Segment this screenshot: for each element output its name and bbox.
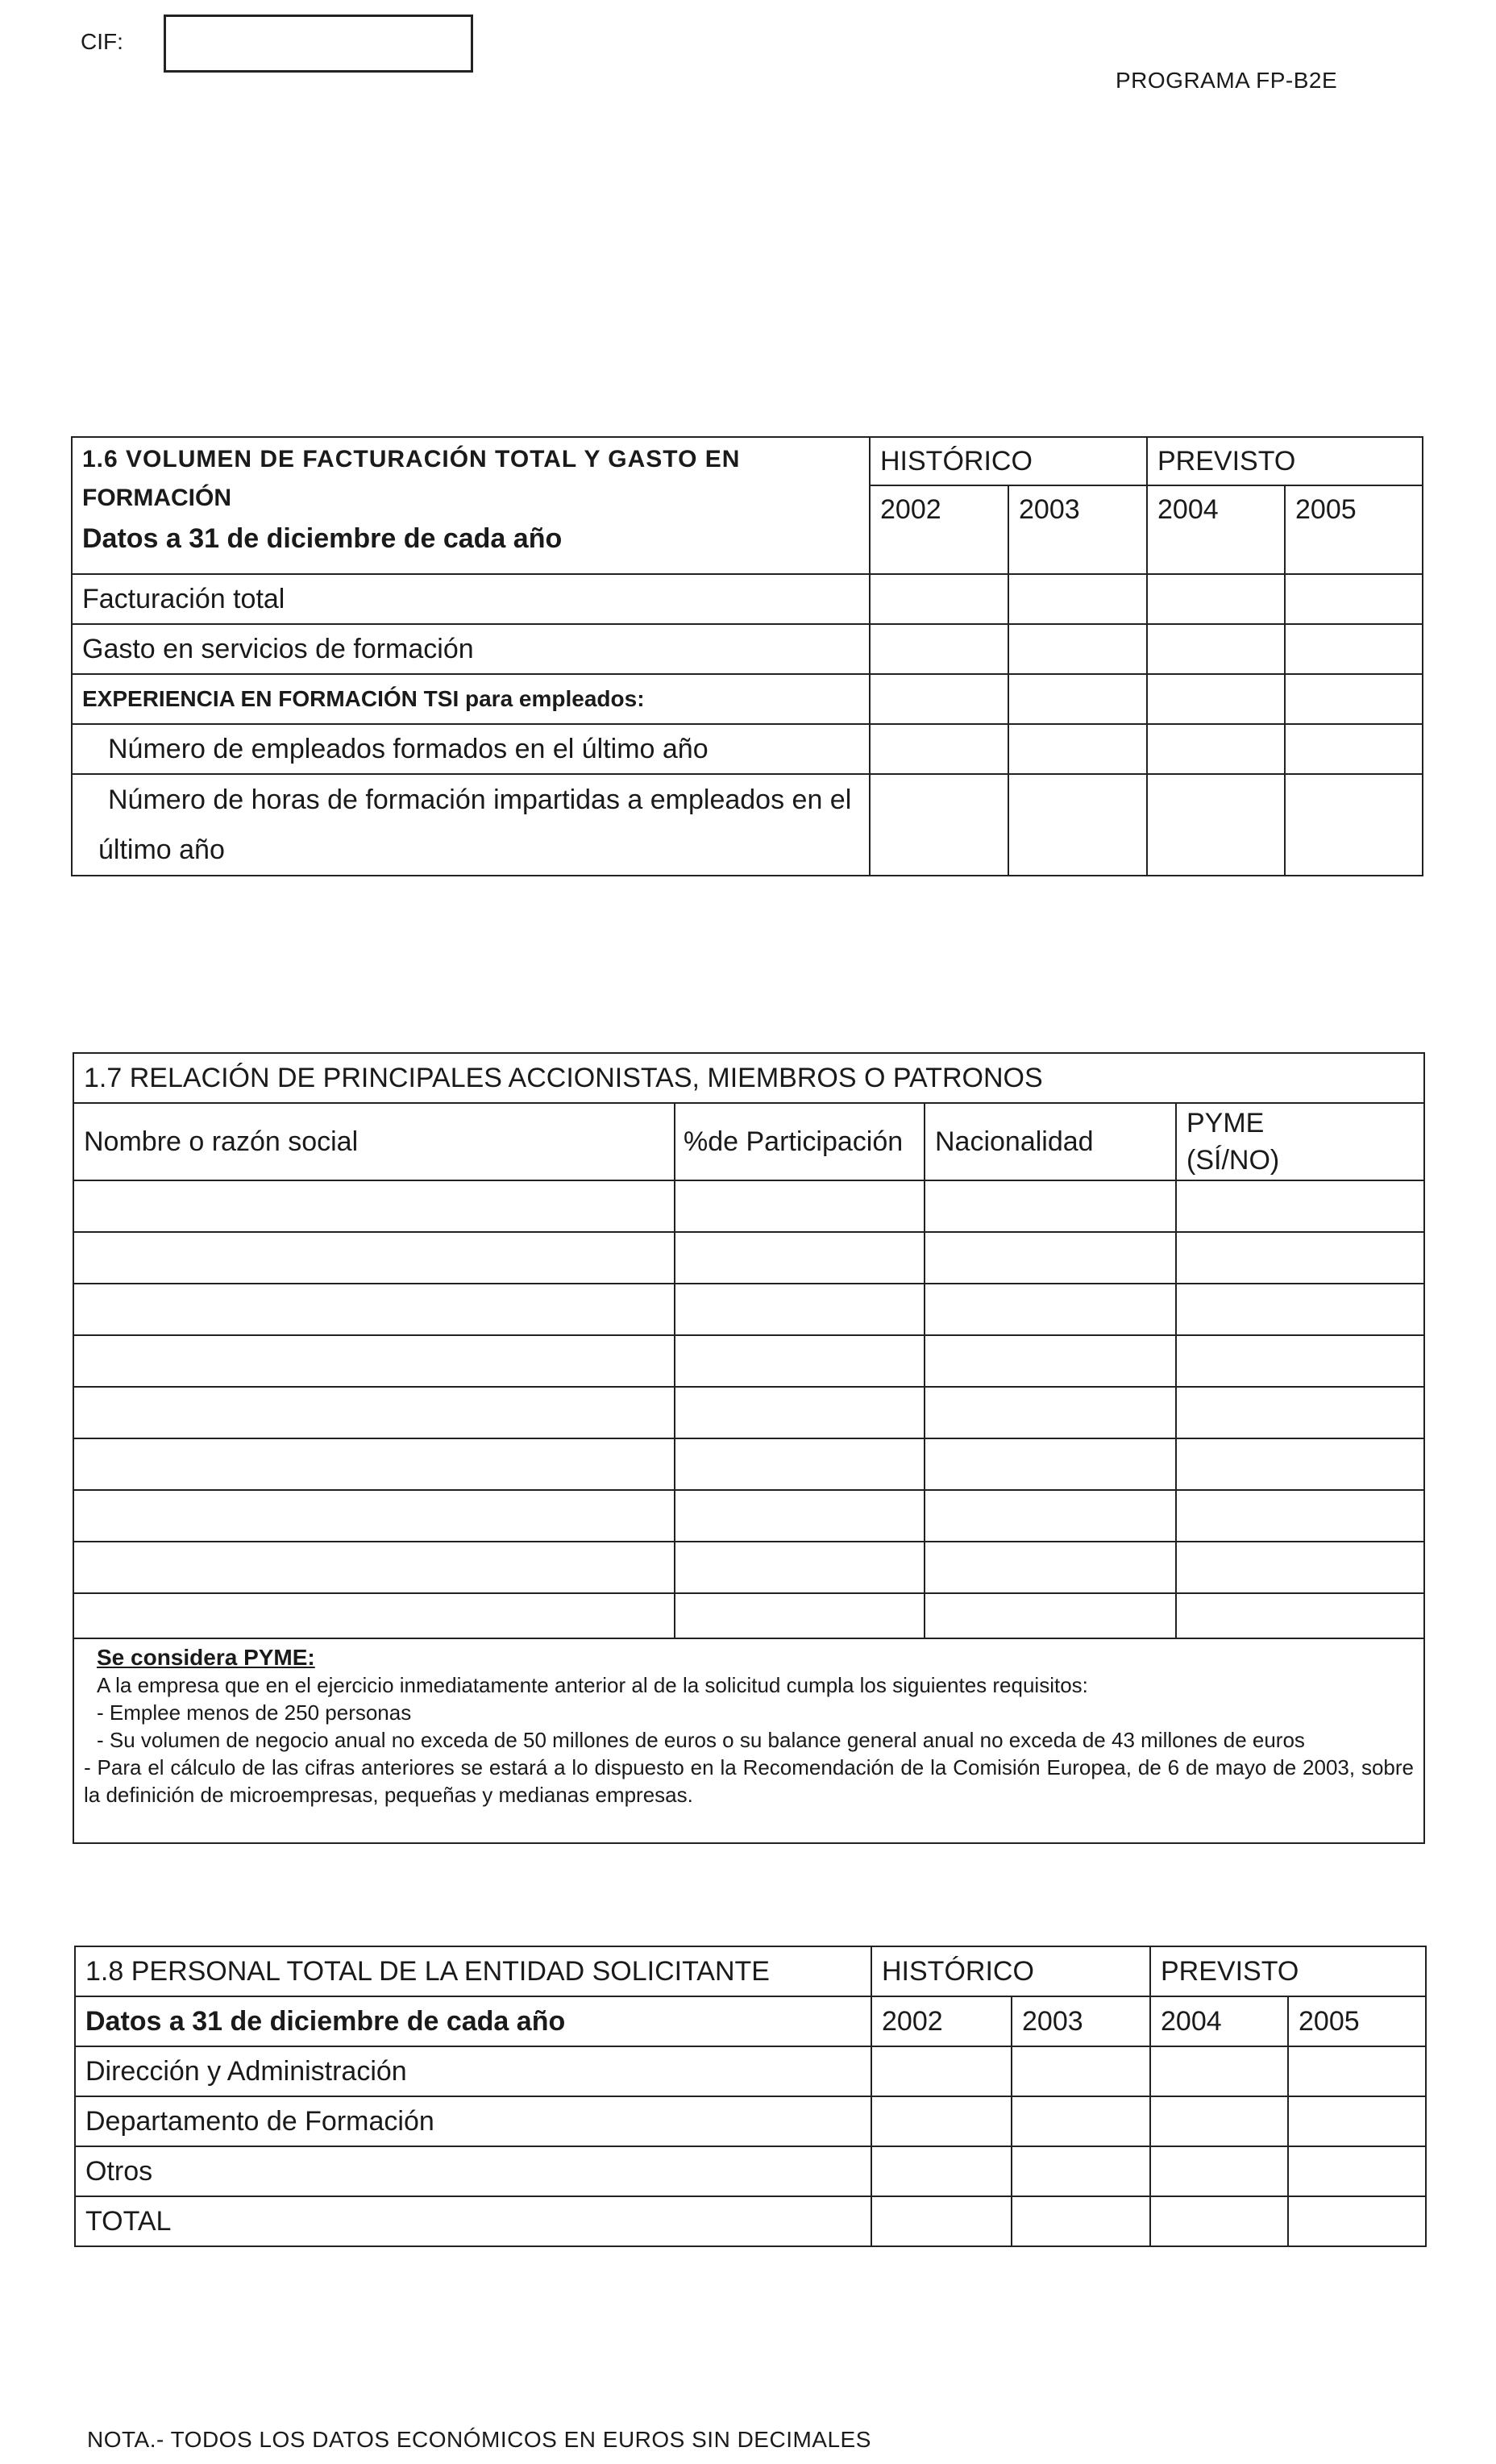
data-cell[interactable]	[870, 774, 1008, 876]
data-cell[interactable]	[1008, 724, 1147, 774]
data-cell[interactable]	[1285, 674, 1423, 724]
year-2003-header: 2003	[1008, 485, 1147, 574]
data-cell[interactable]	[870, 574, 1008, 624]
col-header-nationality: Nacionalidad	[925, 1103, 1176, 1180]
cif-label: CIF:	[81, 29, 123, 54]
data-cell[interactable]	[1008, 624, 1147, 674]
historico-header: HISTÓRICO	[870, 437, 1147, 485]
shareholder-cell[interactable]	[925, 1438, 1176, 1490]
shareholder-cell[interactable]	[73, 1180, 675, 1232]
year-2005-header: 2005	[1288, 1996, 1426, 2046]
section-1-8-subtitle: Datos a 31 de diciembre de cada año	[75, 1996, 871, 2046]
data-cell[interactable]	[1147, 774, 1285, 876]
previsto-header: PREVISTO	[1150, 1946, 1426, 1996]
data-cell[interactable]	[1008, 574, 1147, 624]
section-1-6-title	[82, 446, 869, 473]
year-2004-header: 2004	[1147, 485, 1285, 574]
section-1-6-subtitle: Datos a 31 de diciembre de cada año	[82, 523, 563, 554]
year-2002-header: 2002	[870, 485, 1008, 574]
col-header-name: Nombre o razón social	[73, 1103, 675, 1180]
row-label: Gasto en servicios de formación	[72, 624, 870, 674]
shareholder-cell[interactable]	[73, 1490, 675, 1542]
shareholder-cell[interactable]	[1176, 1232, 1424, 1284]
shareholder-cell[interactable]	[675, 1593, 925, 1638]
pyme-note-line: - Para el cálculo de las cifras anteriores se estará a lo dispuesto en la Recomendación de la Comisión Europea, de 6 de mayo de 2003, sobre la definición de microempresas, pequeñas y medianas empresas.	[84, 1755, 1414, 1807]
shareholder-cell[interactable]	[675, 1335, 925, 1387]
shareholder-cell[interactable]	[925, 1232, 1176, 1284]
row-label: Número de horas de formación impartidas a empleados en el último año	[72, 774, 870, 876]
year-2002-header: 2002	[871, 1996, 1012, 2046]
shareholders-table	[73, 1052, 1425, 1844]
data-cell[interactable]	[871, 2196, 1012, 2246]
shareholder-cell[interactable]	[73, 1542, 675, 1593]
staff-table	[74, 1946, 1427, 2247]
shareholder-cell[interactable]	[925, 1593, 1176, 1638]
data-cell[interactable]	[871, 2096, 1012, 2146]
shareholder-cell[interactable]	[1176, 1542, 1424, 1593]
col-header-pyme: PYME (SÍ/NO)	[1176, 1103, 1424, 1180]
shareholder-cell[interactable]	[73, 1387, 675, 1438]
pyme-note-line: - Emplee menos de 250 personas	[97, 1700, 412, 1725]
shareholder-cell[interactable]	[925, 1335, 1176, 1387]
previsto-header: PREVISTO	[1147, 437, 1423, 485]
data-cell[interactable]	[1008, 774, 1147, 876]
data-cell[interactable]	[1147, 674, 1285, 724]
section-1-7-title: 1.7 RELACIÓN DE PRINCIPALES ACCIONISTAS, MIEMBROS O PATRONOS	[73, 1053, 1424, 1103]
shareholder-cell[interactable]	[925, 1284, 1176, 1335]
shareholder-cell[interactable]	[1176, 1180, 1424, 1232]
data-cell[interactable]	[1012, 2096, 1150, 2146]
data-cell[interactable]	[1147, 724, 1285, 774]
pyme-note-line: A la empresa que en el ejercicio inmediatamente anterior al de la solicitud cumpla los siguientes requisitos:	[97, 1673, 1088, 1697]
program-code: PROGRAMA FP-B2E	[1116, 68, 1338, 93]
data-cell[interactable]	[1150, 2046, 1288, 2096]
shareholder-cell[interactable]	[675, 1490, 925, 1542]
shareholder-cell[interactable]	[675, 1542, 925, 1593]
section-1-6-title-line1: 1.6 VOLUMEN DE FACTURACIÓN TOTAL Y GASTO EN	[82, 446, 741, 472]
billing-training-table	[71, 436, 1423, 876]
data-cell[interactable]	[871, 2146, 1012, 2196]
data-cell[interactable]	[1012, 2146, 1150, 2196]
shareholder-cell[interactable]	[925, 1490, 1176, 1542]
shareholder-cell[interactable]	[675, 1180, 925, 1232]
data-cell[interactable]	[871, 2046, 1012, 2096]
shareholder-cell[interactable]	[675, 1387, 925, 1438]
row-label: EXPERIENCIA EN FORMACIÓN TSI para empleados:	[72, 674, 870, 724]
data-cell[interactable]	[1012, 2196, 1150, 2246]
shareholder-cell[interactable]	[73, 1232, 675, 1284]
data-cell[interactable]	[1147, 574, 1285, 624]
shareholder-cell[interactable]	[925, 1542, 1176, 1593]
year-2005-header: 2005	[1285, 485, 1423, 574]
data-cell[interactable]	[1150, 2196, 1288, 2246]
row-label: TOTAL	[75, 2196, 871, 2246]
data-cell[interactable]	[1008, 674, 1147, 724]
col-header-participation: %de Participación	[675, 1103, 925, 1180]
data-cell[interactable]	[1285, 774, 1423, 876]
data-cell[interactable]	[1150, 2146, 1288, 2196]
data-cell[interactable]	[1285, 724, 1423, 774]
historico-header: HISTÓRICO	[871, 1946, 1150, 1996]
year-2004-header: 2004	[1150, 1996, 1288, 2046]
shareholder-cell[interactable]	[1176, 1593, 1424, 1638]
data-cell[interactable]	[870, 674, 1008, 724]
shareholder-cell[interactable]	[1176, 1335, 1424, 1387]
shareholder-cell[interactable]	[73, 1438, 675, 1490]
data-cell[interactable]	[1288, 2096, 1426, 2146]
shareholder-cell[interactable]	[1176, 1387, 1424, 1438]
row-label: Otros	[75, 2146, 871, 2196]
shareholder-cell[interactable]	[925, 1387, 1176, 1438]
data-cell[interactable]	[1288, 2146, 1426, 2196]
row-label: Dirección y Administración	[75, 2046, 871, 2096]
row-label: Facturación total	[72, 574, 870, 624]
section-1-6-title-line2: FORMACIÓN	[82, 485, 231, 511]
data-cell[interactable]	[1150, 2096, 1288, 2146]
cif-input[interactable]	[164, 15, 473, 73]
shareholder-cell[interactable]	[1176, 1438, 1424, 1490]
shareholder-cell[interactable]	[675, 1284, 925, 1335]
section-1-6-header	[72, 437, 870, 574]
data-cell[interactable]	[1147, 624, 1285, 674]
section-1-8-title: 1.8 PERSONAL TOTAL DE LA ENTIDAD SOLICITANTE	[75, 1946, 871, 1996]
data-cell[interactable]	[1288, 2046, 1426, 2096]
shareholder-cell[interactable]	[925, 1180, 1176, 1232]
year-2003-header: 2003	[1012, 1996, 1150, 2046]
shareholder-cell[interactable]	[73, 1593, 675, 1638]
data-cell[interactable]	[1285, 574, 1423, 624]
data-cell[interactable]	[870, 724, 1008, 774]
pyme-note-line: - Su volumen de negocio anual no exceda de 50 millones de euros o su balance general anual no exceda de 43 millones de euros	[97, 1728, 1305, 1752]
shareholder-cell[interactable]	[675, 1438, 925, 1490]
pyme-definition-note	[73, 1638, 1424, 1843]
shareholder-cell[interactable]	[73, 1335, 675, 1387]
row-label: Número de empleados formados en el último año	[72, 724, 870, 774]
data-cell[interactable]	[1285, 624, 1423, 674]
pyme-note-title: Se considera PYME:	[97, 1645, 315, 1670]
data-cell[interactable]	[1012, 2046, 1150, 2096]
footer-note: NOTA.- TODOS LOS DATOS ECONÓMICOS EN EUROS SIN DECIMALES	[87, 2427, 871, 2452]
data-cell[interactable]	[1288, 2196, 1426, 2246]
shareholder-cell[interactable]	[1176, 1490, 1424, 1542]
shareholder-cell[interactable]	[73, 1284, 675, 1335]
shareholder-cell[interactable]	[1176, 1284, 1424, 1335]
shareholder-cell[interactable]	[675, 1232, 925, 1284]
row-label: Departamento de Formación	[75, 2096, 871, 2146]
data-cell[interactable]	[870, 624, 1008, 674]
